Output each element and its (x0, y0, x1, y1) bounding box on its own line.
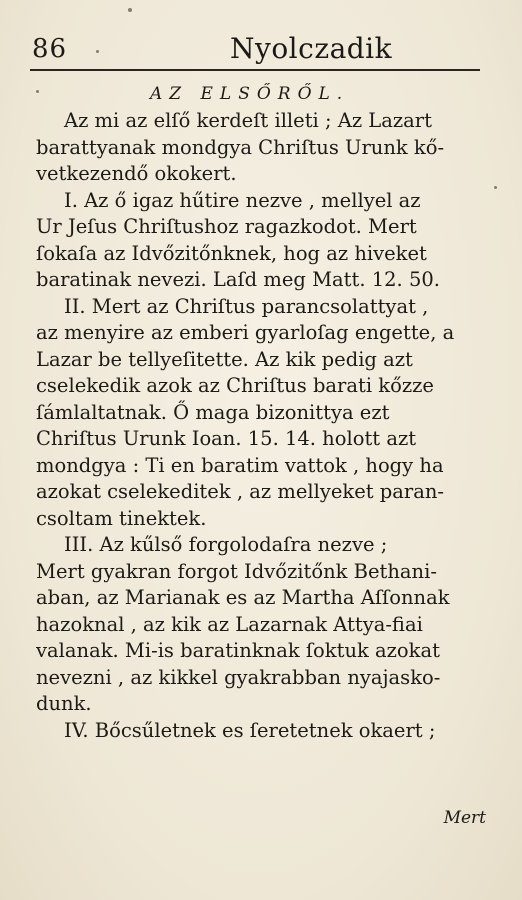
header-rule (30, 69, 480, 71)
text-line: Mert gyakran forgot Idvőzitőnk Bethani- (36, 559, 437, 583)
text-line: nevezni , az kikkel gyakrabban nyajasko- (36, 665, 441, 689)
text-line: aban, az Marianak es az Martha Aſſonnak (36, 586, 450, 609)
running-head (32, 30, 480, 66)
text-line: az menyire az emberi gyarloſag engette, a (36, 321, 455, 344)
text-line: dunk. (36, 692, 92, 715)
body-text (36, 108, 486, 744)
running-title: Nyolczadik (230, 32, 393, 65)
text-line: barattyanak mondgya Chriſtus Urunk kő- (36, 135, 445, 159)
text-line: cselekedik azok az Chriſtus barati kőzze (36, 374, 434, 397)
ink-speck (494, 186, 497, 189)
section-heading: AZ ELSŐRŐL. (150, 84, 350, 104)
text-line: II. Mert az Chriſtus parancsolattyat , (64, 294, 429, 318)
text-line: ſokaſa az Idvőzitőnknek, hog az hiveket (36, 241, 427, 265)
text-line: csoltam tinektek. (36, 506, 207, 530)
text-line: III. Az kűlső forgolodaſra nezve ; (64, 533, 388, 556)
ink-speck (96, 50, 99, 53)
text-line: Az mi az elſő kerdeſt illeti ; Az Lazart (64, 109, 432, 132)
text-line: IV. Bőcsűletnek es ſeretetnek okaert ; (64, 718, 436, 742)
text-line: vetkezendő okokert. (36, 162, 237, 185)
ink-speck (128, 8, 132, 12)
text-line: I. Az ő igaz hűtire nezve , mellyel az (64, 188, 421, 212)
text-line: baratinak nevezi. Laſd meg Matt. 12. 50. (36, 268, 440, 291)
text-line: valanak. Mi-is baratinknak ſoktuk azokat (36, 639, 440, 662)
text-line: hazoknal , az kik az Lazarnak Attya-fiai (36, 612, 423, 636)
text-line: azokat cselekeditek , az mellyeket paran- (36, 480, 444, 503)
page-number: 86 (32, 34, 68, 64)
text-line: mondgya : Ti en baratim vattok , hogy ha (36, 453, 444, 477)
text-line: Lazar be tellyeſitette. Az kik pedig azt (36, 347, 413, 371)
text-line: Ur Jeſus Chriſtushoz ragazkodot. Mert (36, 215, 417, 238)
catchword: Mert (443, 808, 486, 828)
ink-speck (36, 90, 39, 93)
text-line: ſámlaltatnak. Ő maga bizonittya ezt (36, 400, 390, 424)
text-line: Chriſtus Urunk Ioan. 15. 14. holott azt (36, 427, 417, 450)
